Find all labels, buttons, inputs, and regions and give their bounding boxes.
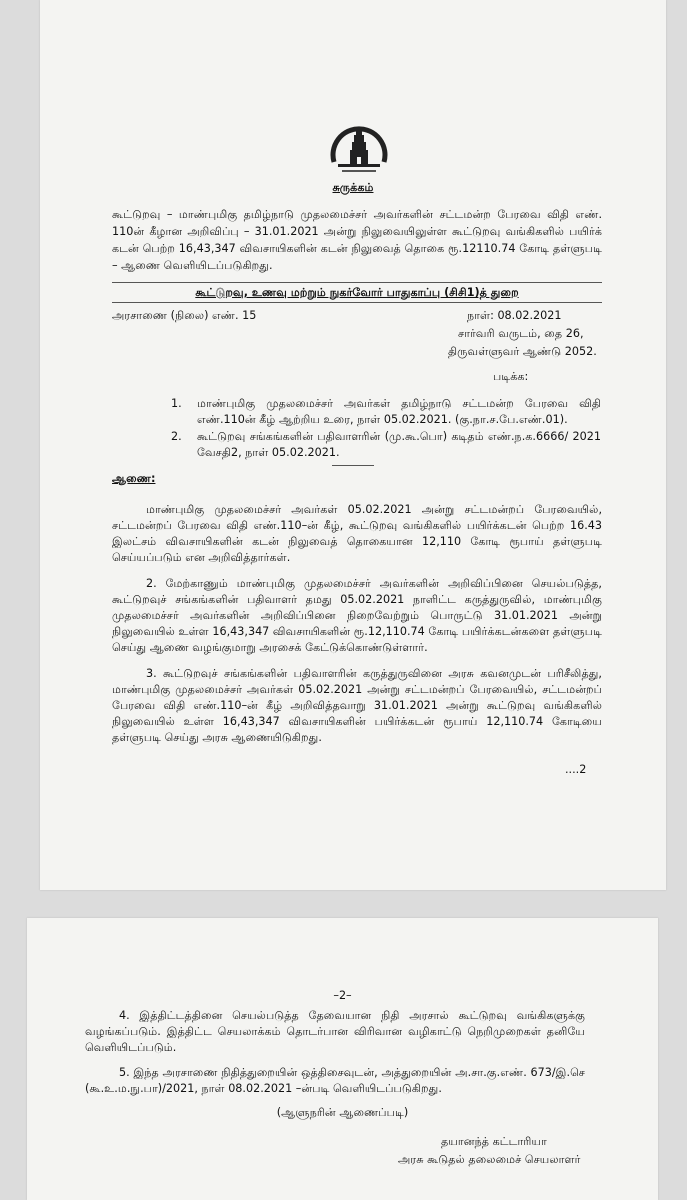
reference-text: கூட்டுறவு சங்கங்களின் பதிவாளரின் (மு.கூ.பொ) கடிதம் எண்.ந.க.6666/ 2021 வேசதி2, நாள் 05.02.2021. (197, 430, 601, 459)
reference-item (171, 396, 601, 428)
signatory-name: தயானந்த் கட்டாரியா (441, 1135, 547, 1148)
reference-number: 2. (171, 430, 182, 443)
order-label: ஆணை: (112, 472, 156, 485)
separator-dashes (332, 465, 374, 466)
department-name: கூட்டுறவு, உணவு மற்றும் நுகர்வோர் பாதுகாப்பு (சிசி1)த் துறை (195, 286, 519, 299)
tamil-nadu-emblem-icon (328, 120, 390, 178)
read-label: படிக்க: (493, 370, 529, 383)
thiruvalluvar-year: திருவள்ளுவர் ஆண்டு 2052. (448, 345, 597, 358)
reference-text: மாண்புமிகு முதலமைச்சர் அவர்கள் தமிழ்நாடு சட்டமன்ற பேரவை விதி எண்.110ன் கீழ் ஆற்றிய உரை, நாள் 05.02.2021. (கு.நா.ச.பே.எண்.01). (197, 397, 601, 426)
governor-order-note: (ஆளுநரின் ஆணைப்படி) (276, 1106, 409, 1119)
page-number: –2– (333, 989, 352, 1002)
order-paragraph-4: 4. இத்திட்டத்தினை செயல்படுத்த தேவையான நிதி அரசால் கூட்டுறவு வங்கிகளுக்கு வழங்கப்படும். இத்திட்ட செயலாக்கம் தொடர்பான விரிவான வழிகாட்டு நெறிமுறைகள் தனியே வெளியிடப்படும். (85, 1009, 585, 1054)
summary-heading: சுருக்கம் (332, 181, 374, 194)
reference-number: 1. (171, 397, 182, 410)
document-page-2 (27, 918, 658, 1200)
order-paragraph-5: 5. இந்த அரசாணை நிதித்துறையின் ஒத்திசைவுடன், அத்துறையின் அ.சா.கு.எண். 673/இ.செ (கூ.உ.ம.நு.பா)/2021, நாள் 08.02.2021 –ன்படி வெளியிடப்படுகிறது. (85, 1066, 585, 1095)
document-page-1 (40, 0, 666, 890)
order-number: அரசாணை (நிலை) எண். 15 (112, 309, 257, 322)
order-paragraph-1: மாண்புமிகு முதலமைச்சர் அவர்கள் 05.02.2021 அன்று சட்டமன்றப் பேரவையில், சட்டமன்றப் பேரவை விதி எண்.110–ன் கீழ், கூட்டுறவு வங்கிகளில் பயிர்க்கடன் பெற்ற 16.43 இலட்சம் விவசாயிகளின் கடன் நிலுவைத் தொகையான 12,110 கோடி ரூபாய் தள்ளுபடி செய்யப்படும் என அறிவித்தார்கள். (112, 503, 602, 564)
reference-item (171, 429, 601, 461)
divider-line (112, 282, 602, 283)
order-date: நாள்: 08.02.2021 (467, 309, 562, 322)
summary-text: கூட்டுறவு – மாண்புமிகு தமிழ்நாடு முதலமைச்சர் அவர்களின் சட்டமன்ற பேரவை விதி எண். 110ன் கீழான அறிவிப்பு – 31.01.2021 அன்று நிலுவையிலுள்ள கூட்டுறவு வங்கிகளில் பயிர்க் கடன் பெற்ற 16,43,347 விவசாயிகளின் கடன் நிலுவைத் தொகை ரூ.12110.74 கோடி தள்ளுபடி – ஆணை வெளியிடப்படுகிறது. (112, 208, 602, 272)
continued-marker: ....2 (565, 763, 587, 776)
signatory-title: அரசு கூடுதல் தலைமைச் செயலாளர் (398, 1153, 581, 1166)
order-paragraph-3: 3. கூட்டுறவுச் சங்கங்களின் பதிவாளரின் கருத்துருவினை அரசு கவனமுடன் பரிசீலித்து, மாண்புமிகு முதலமைச்சர் அவர்கள் 05.02.2021 அன்று சட்டமன்றப் பேரவையில், சட்டமன்றப் பேரவை விதி எண்.110–ன் கீழ் அறிவித்தவாறு 31.01.2021 அன்று கூட்டுறவு வங்கிகளில் நிலுவையில் உள்ள 16,43,347 விவசாயிகளின் பயிர்க்கடன் ரூபாய் 12,110.74 கோடியை தள்ளுபடி செய்து அரசு ஆணையிடுகிறது. (112, 667, 602, 744)
tamil-year: சார்வரி வருடம், தை 26, (458, 327, 584, 340)
order-paragraph-2: 2. மேற்காணும் மாண்புமிகு முதலமைச்சர் அவர்களின் அறிவிப்பினை செயல்படுத்த, கூட்டுறவுச் சங்கங்களின் பதிவாளர் தமது 05.02.2021 நாளிட்ட கருத்துருவில், மாண்புமிகு முதலமைச்சர் அவர்களின் அறிவிப்பினை நிறைவேற்றும் பொருட்டு 31.01.2021 அன்று நிலுவையில் உள்ள 16,43,347 விவசாயிகளின் ரூ.12,110.74 கோடி பயிர்க்கடன்களை தள்ளுபடி செய்து ஆணை வழங்குமாறு அரசைக் கேட்டுக்கொண்டுள்ளார். (112, 577, 602, 654)
divider-line (112, 302, 602, 303)
